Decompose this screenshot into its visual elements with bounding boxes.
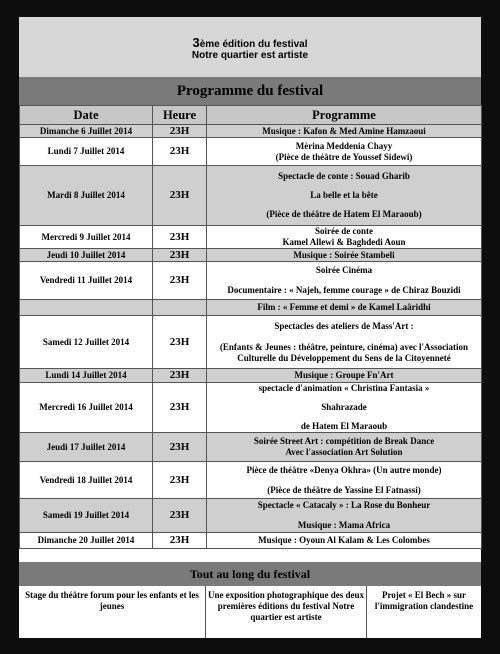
row-time: 23H bbox=[153, 166, 207, 226]
program-row bbox=[20, 499, 482, 533]
programme-line: spectacle d'animation « Christina Fantasia » bbox=[258, 383, 430, 393]
row-time: 23H bbox=[153, 249, 207, 262]
activity-el-bech-line: Projet « El Bech » sur bbox=[381, 590, 467, 600]
programme-line: Musique : Groupe Fn'Art bbox=[294, 370, 394, 380]
edition-number: 3 bbox=[192, 35, 200, 50]
row-date: Vendredi 18 Juillet 2014 bbox=[20, 462, 153, 499]
programme-line: de Hatem El Maraoub bbox=[300, 421, 388, 431]
row-programme bbox=[207, 369, 482, 383]
activity-theatre-forum: Stage du théâtre forum pour les enfants et les jeunes bbox=[19, 586, 206, 638]
row-programme bbox=[207, 166, 482, 226]
programme-line: Avec l'association Art Solution bbox=[285, 447, 403, 457]
programme-line: Musique : Mama Africa bbox=[297, 520, 391, 530]
row-time bbox=[153, 300, 207, 316]
program-table bbox=[19, 105, 482, 549]
table-header-row bbox=[20, 106, 482, 125]
program-row bbox=[20, 249, 482, 262]
programme-line: Pièce de théâtre «Denya Okhra» (Un autre monde) bbox=[246, 464, 442, 475]
programme-line: Spectacle « Catacaly » : La Rose du Bonheur bbox=[257, 500, 431, 510]
program-row bbox=[20, 383, 482, 433]
programme-line: Film : « Femme et demi » de Kamel Laâridhi bbox=[257, 302, 431, 312]
row-date: Mercredi 9 Juillet 2014 bbox=[20, 226, 153, 249]
program-row bbox=[20, 166, 482, 226]
row-time: 23H bbox=[153, 383, 207, 433]
program-row bbox=[20, 316, 482, 369]
programme-line: Mèrina Meddenia Chayy bbox=[295, 140, 393, 151]
row-date: Dimanche 6 Juillet 2014 bbox=[20, 125, 153, 138]
programme-line: Documentaire : « Najeh, femme courage » de Chiraz Bouzidi bbox=[227, 285, 461, 295]
program-row bbox=[20, 138, 482, 166]
programme-line: Soirée Cinéma bbox=[315, 265, 373, 275]
programme-line: Shahrazade bbox=[321, 402, 367, 412]
row-time: 23H bbox=[153, 433, 207, 462]
row-time: 23H bbox=[153, 533, 207, 549]
column-header-date: Date bbox=[20, 106, 153, 125]
edition-text: ème édition du festival bbox=[199, 39, 308, 50]
programme-line: Soirée de conte bbox=[315, 226, 373, 236]
programme-line: Spectacles des ateliers de Mass'Art : bbox=[274, 320, 414, 331]
row-programme bbox=[207, 125, 482, 138]
program-row bbox=[20, 433, 482, 462]
programme-line: (Pièce de théâtre de Youssef Sidewi) bbox=[275, 151, 413, 162]
row-programme bbox=[207, 383, 482, 433]
festival-program-sheet bbox=[19, 17, 481, 638]
row-programme bbox=[207, 499, 482, 533]
edition-line bbox=[19, 35, 481, 50]
row-date: Samedi 12 Juillet 2014 bbox=[20, 316, 153, 369]
row-date bbox=[20, 300, 153, 316]
row-date: Lundi 7 Juillet 2014 bbox=[20, 138, 153, 166]
programme-line: Musique : Oyoun Al Kalam & Les Colombes bbox=[258, 535, 430, 545]
row-date: Samedi 19 Juillet 2014 bbox=[20, 499, 153, 533]
all-festival-activities bbox=[19, 586, 481, 638]
row-date: Mardi 8 Juillet 2014 bbox=[20, 166, 153, 226]
row-date: Lundi 14 Juillet 2014 bbox=[20, 369, 153, 383]
row-time: 23H bbox=[153, 125, 207, 138]
row-programme bbox=[207, 533, 482, 549]
row-programme bbox=[207, 262, 482, 300]
programme-line: Spectacle de conte : Souad Gharib bbox=[278, 171, 410, 181]
programme-line: (Enfants & Jeunes : théâtre, peinture, cinéma) avec l'Association Culturelle du Développement du Sens de la Citoyenneté bbox=[219, 341, 469, 363]
program-row bbox=[20, 300, 482, 316]
programme-line: Musique : Kafon & Med Amine Hamzaoui bbox=[262, 125, 426, 136]
program-row bbox=[20, 533, 482, 549]
row-time: 23H bbox=[153, 369, 207, 383]
programme-line: Musique : Soirée Stambeli bbox=[293, 249, 395, 260]
program-row bbox=[20, 226, 482, 249]
row-date: Mercredi 16 Juillet 2014 bbox=[20, 383, 153, 433]
program-row bbox=[20, 369, 482, 383]
activity-exhibition: Une exposition photographique des deux premières éditions du festival Notre quartier est artiste bbox=[206, 586, 367, 638]
festival-subtitle: Notre quartier est artiste bbox=[191, 50, 309, 61]
row-programme bbox=[207, 433, 482, 462]
program-row bbox=[20, 262, 482, 300]
programme-line: Soirée Street Art : compétition de Break Dance bbox=[253, 436, 435, 446]
all-festival-title: Tout au long du festival bbox=[19, 562, 481, 586]
column-header-programme: Programme bbox=[207, 106, 482, 125]
row-date: Dimanche 20 Juillet 2014 bbox=[20, 533, 153, 549]
row-time: 23H bbox=[153, 262, 207, 300]
programme-line: (Pièce de théâtre de Yassine El Fatnassi) bbox=[267, 484, 421, 495]
row-time: 23H bbox=[153, 462, 207, 499]
row-time: 23H bbox=[153, 499, 207, 533]
row-programme bbox=[207, 462, 482, 499]
row-programme bbox=[207, 316, 482, 369]
programme-line: (Pièce de théâtre de Hatem El Maraoub) bbox=[266, 209, 422, 219]
row-time: 23H bbox=[153, 316, 207, 369]
row-time: 23H bbox=[153, 226, 207, 249]
program-title: Programme du festival bbox=[19, 77, 481, 105]
row-date: Vendredi 11 Juillet 2014 bbox=[20, 262, 153, 300]
row-programme bbox=[207, 249, 482, 262]
programme-line: Kamel Allewi & Baghdedi Aoun bbox=[282, 237, 406, 247]
row-programme bbox=[207, 138, 482, 166]
activity-el-bech-line: l'immigration clandestine bbox=[374, 601, 474, 611]
festival-header bbox=[19, 17, 481, 77]
row-time: 23H bbox=[153, 138, 207, 166]
column-header-heure: Heure bbox=[153, 106, 207, 125]
row-date: Jeudi 17 Juillet 2014 bbox=[20, 433, 153, 462]
activity-el-bech bbox=[367, 586, 481, 638]
row-date: Jeudi 10 Juillet 2014 bbox=[20, 249, 153, 262]
programme-line: La belle et la bête bbox=[310, 190, 378, 200]
row-programme bbox=[207, 300, 482, 316]
row-programme bbox=[207, 226, 482, 249]
program-row bbox=[20, 125, 482, 138]
program-row bbox=[20, 462, 482, 499]
